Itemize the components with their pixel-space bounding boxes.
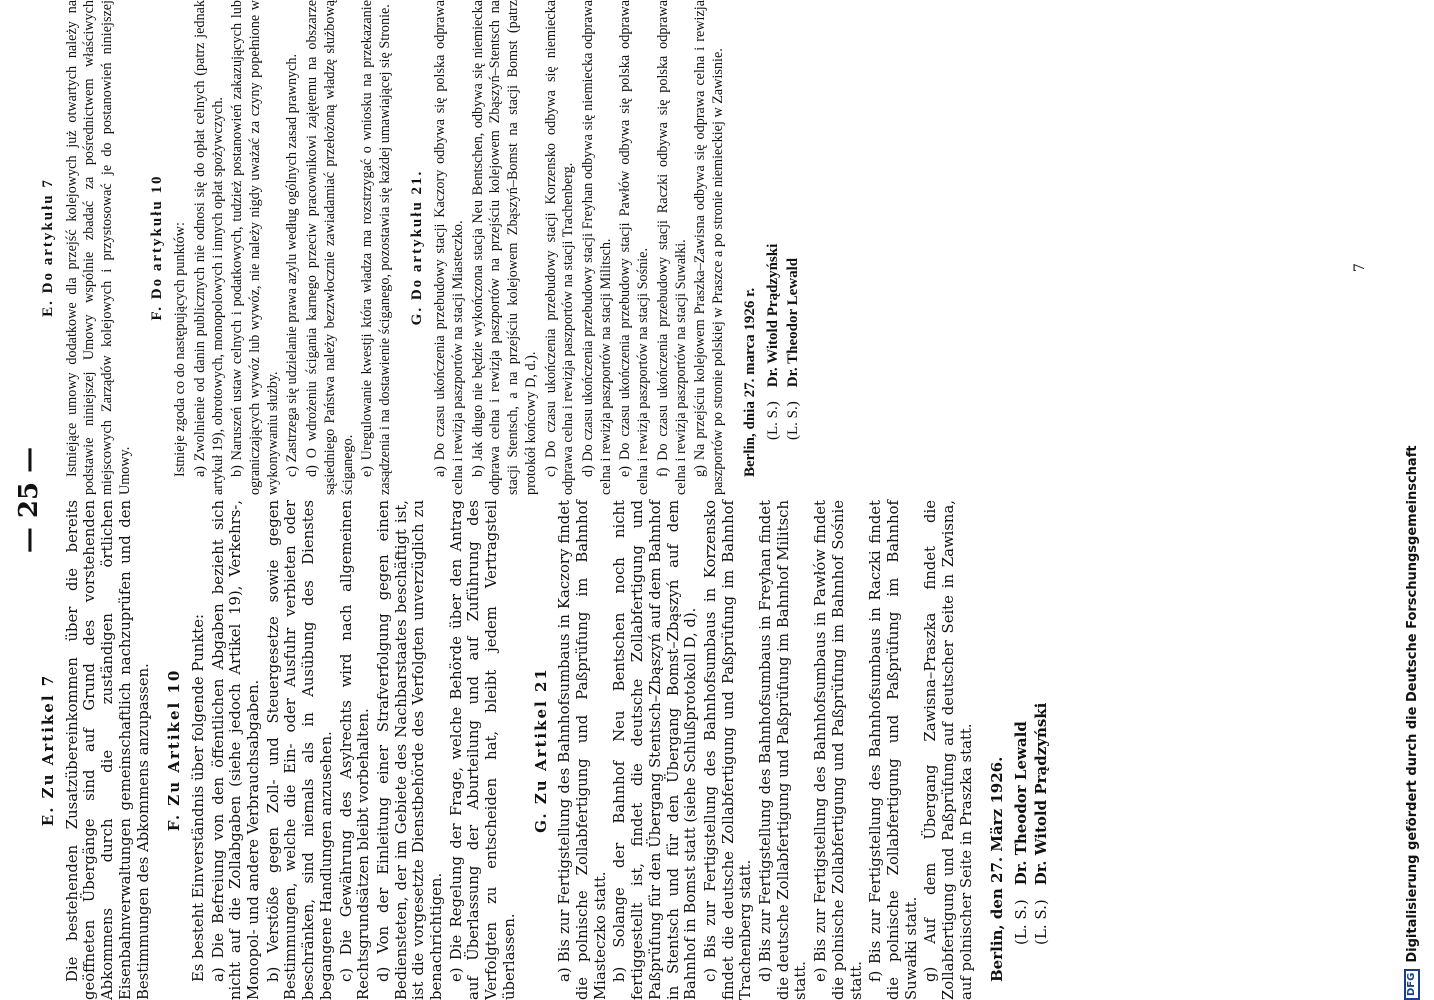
signatory-name: Dr. Theodor Lewald (785, 257, 802, 388)
german-g-f: f) Bis zur Fertigstellung des Bahnhofsumbaus in Raczki findet die polnische Zollabfertigung und Paßprüfung im Bahnhof Suwałki statt. (867, 500, 920, 1000)
polish-f-e: e) Uregulowanie kwestji która władza ma rozstrzygać o wniosku na przekazanie zasądzenia i na dostawienie ściganego, pozostawia się każdej umawiającej się Stronie. (359, 0, 393, 495)
polish-heading-g: G. Do artykułu 21. (408, 169, 425, 326)
german-column (26, 500, 1051, 1000)
german-f-b: b) Verstöße gegen Zoll- und Steuergesetze sowie gegen Bestimmungen, welche die Ein- oder Ausfuhr verbieten oder beschränken, sind niemals als in Ausübung des Dienstes begangene Handlungen anzusehen. (264, 500, 335, 1000)
polish-g-a: a) Do czasu ukończenia przebudowy stacji Kaczory odbywa się polska odprawa celna i rewizja paszportów na stacji Miasteczko. (432, 0, 467, 495)
german-f-intro: Es besteht Einverständnis über folgende Punkte: (189, 614, 207, 982)
german-heading-f: F. Zu Artikel 10 (165, 668, 184, 832)
seal-mark: (L. S.) (765, 401, 782, 440)
german-g-e: e) Bis zur Fertigstellung des Bahnhofsumbaus in Pawłów findet die polnische Zollabfertigung und Paßprüfung im Bahnhof Sośnie statt. (812, 500, 865, 1000)
german-g-c: c) Bis zur Fertigstellung des Bahnhofsumbaus in Korzensko findet die deutsche Zollabfertigung und Paßprüfung im Bahnhof Trachenberg statt. (701, 500, 755, 1000)
polish-heading-f: F. Do artykułu 10 (148, 174, 165, 321)
german-heading-g: G. Zu Artikel 21 (531, 667, 550, 833)
german-f-e: e) Die Regelung der Frage, welche Behörde über den Antrag auf Überlassung der Aburteilung und auf Zuführung des Verfolgten zu entscheiden hat, bleibt jedem Vertragsteil überlassen. (447, 500, 518, 1000)
signatory-name: Dr. Witold Prądzyński (765, 243, 782, 388)
polish-f-intro: Istnieje zgoda co do następujących punktów: (172, 222, 189, 477)
polish-g-d: d) Do czasu ukończenia przebudowy stacji Freyhan odbywa się niemiecka odprawa celna i rewizja paszportów na stacji Militsch. (579, 0, 614, 495)
polish-g-b: b) Jak długo nie będzie wykończona stacja Neu Bentschen, odbywa się niemiecka odprawa celna i rewizja paszportów na przejściu kolejowem Zbąszyń–Stentsch na stacji Stentsch, a na przejściu kolejowem Zbąszyń–Bomst na stacji Bomst (patrz protokół końcowy D, d.). (469, 0, 539, 495)
polish-f-c: c) Zastrzega się udzielanie prawa azylu według ogólnych zasad prawnych. (284, 53, 301, 477)
sheet-number: 7 (1352, 263, 1368, 272)
seal-mark: (L. S.) (1031, 899, 1050, 945)
polish-g-c: c) Do czasu ukończenia przebudowy stacji Korzensko odbywa się niemiecka odprawa celna i rewizja paszportów na stacji Trachenberg. (542, 0, 577, 495)
german-g-b: b) Solange der Bahnhof Neu Bentschen noch nicht fertiggestellt ist, findet die deutsche Zollabfertigung und Paßprüfung für den Übergang Stentsch–Zbąszyń auf dem Bahnhof in Stentsch und für den Übergang Bomst–Zbąszyń auf dem Bahnhof in Bomst statt (siehe Schlußprotokoll D, d). (611, 500, 700, 1000)
german-f-c: c) Die Gewährung des Asylrechts wird nach allgemeinen Rechtsgrundsätzen bleibt vorbehalten. (337, 500, 373, 1000)
polish-heading-e: E. Do artykułu 7 (40, 178, 56, 317)
signatory-name: Dr. Theodor Lewald (1012, 721, 1031, 886)
german-text-e: Die bestehenden Zusatzübereinkommen über die bereits geöffneten Übergänge sind auf Grund des vorstehenden Abkommens durch die zuständigen örtlichen Eisenbahnverwaltungen gemeinschaftlich nachzuprüfen und den Bestimmungen des Abkommens anzupassen. (63, 500, 152, 1000)
page-number: — 25 — (14, 446, 44, 554)
footer-text: Digitalisierung gefördert durch die Deutsche Forschungsgemeinschaft (1404, 445, 1420, 963)
polish-f-a: a) Zwolnienie od danin publicznych nie odnosi się do opłat celnych (patrz jednak artykuł 19), obrotowych, monopolowych i innych opłat spożywczych. (191, 0, 226, 495)
polish-f-d: d) O wdrożeniu ścigania karnego przeciw pracownikowi zajętemu na obszarze sąsiedniego Państwa należy bezzwłocznie zawiadamiać przełożoną władzę służbową ściganego. (304, 0, 356, 495)
polish-f-b: b) Naruszeń ustaw celnych i podatkowych, tudzież postanowień zakazujących lub ograniczających wywóz lub wywóz, nie należy nigdy uważać za czyny popełnione w wykonywaniu służby. (229, 0, 281, 495)
polish-g-g: g) Na przejściu kolejowem Praszka–Zawisna odbywa się odprawa celna i rewizja paszportów po stronie polskiej w Praszce a po stronie niemieckiej w Zawisnie. (692, 0, 726, 495)
polish-place-date: Berlin, dnia 27. marca 1926 r. (741, 287, 758, 477)
dfg-logo-icon: DFG (1404, 969, 1420, 1000)
seal-mark: (L. S.) (1012, 899, 1031, 945)
german-g-a: a) Bis zur Fertigstellung des Bahnhofsumbaus in Kaczory findet die polnische Zollabfertigung und Paßprüfung im Bahnhof Miasteczko statt. (556, 500, 609, 1000)
seal-mark: (L. S.) (785, 401, 802, 440)
german-g-g: g) Auf dem Übergang Zawisna–Praszka findet die Zollabfertigung und Paßprüfung auf deutscher Seite in Zawisna, auf polnischer Seite in Praszka statt. (922, 500, 975, 1000)
german-heading-e: E. Zu Artikel 7 (39, 673, 57, 827)
polish-text-e: Istniejące umowy dodatkowe dla przejść kolejowych już otwartych należy na podstawie niniejszej Umowy wspólnie zbadać za pośrednictwem właściwych miejscowych Zarządów kolejowych i przystosować je do postanowień niniejszej Umowy. (63, 0, 133, 495)
polish-signature-2 (785, 0, 803, 440)
polish-column (26, 0, 803, 495)
german-place-date: Berlin, den 27. März 1926. (988, 756, 1007, 982)
german-g-d: d) Bis zur Fertigstellung des Bahnhofsumbaus in Freyhan findet die deutsche Zollabfertigung und Paßprüfung im Bahnhof Militsch statt. (757, 500, 810, 1000)
german-signature-1 (1013, 500, 1031, 945)
german-f-a: a) Die Befreiung von den öffentlichen Abgaben bezieht sich nicht auf die Zollabgaben (siehe jedoch Artikel 19), Verkehrs-, Monopol- und andere Verbrauchsabgaben. (209, 500, 263, 1000)
polish-g-f: f) Do czasu ukończenia przebudowy stacji Raczki odbywa się polska odprawa celna i rewizja paszportów na stacji Suwałki. (654, 0, 689, 495)
signatory-name: Dr. Witold Prądzyński (1031, 702, 1050, 886)
german-f-d: d) Von der Einleitung einer Strafverfolgung gegen einen Bediensteten, der im Gebiete des Nachbarstaates beschäftigt ist, ist die vorgesetzte Dienstbehörde des Verfolgten unverzüglich zu benachrichtigen. (374, 500, 446, 1000)
polish-signature-1 (765, 0, 783, 440)
digitization-footer (1404, 0, 1420, 1000)
german-signature-2 (1033, 500, 1051, 945)
polish-g-e: e) Do czasu ukończenia przebudowy stacji Pawłów odbywa się polska odprawa celna i rewizja paszportów na stacji Sośnie. (617, 0, 652, 495)
